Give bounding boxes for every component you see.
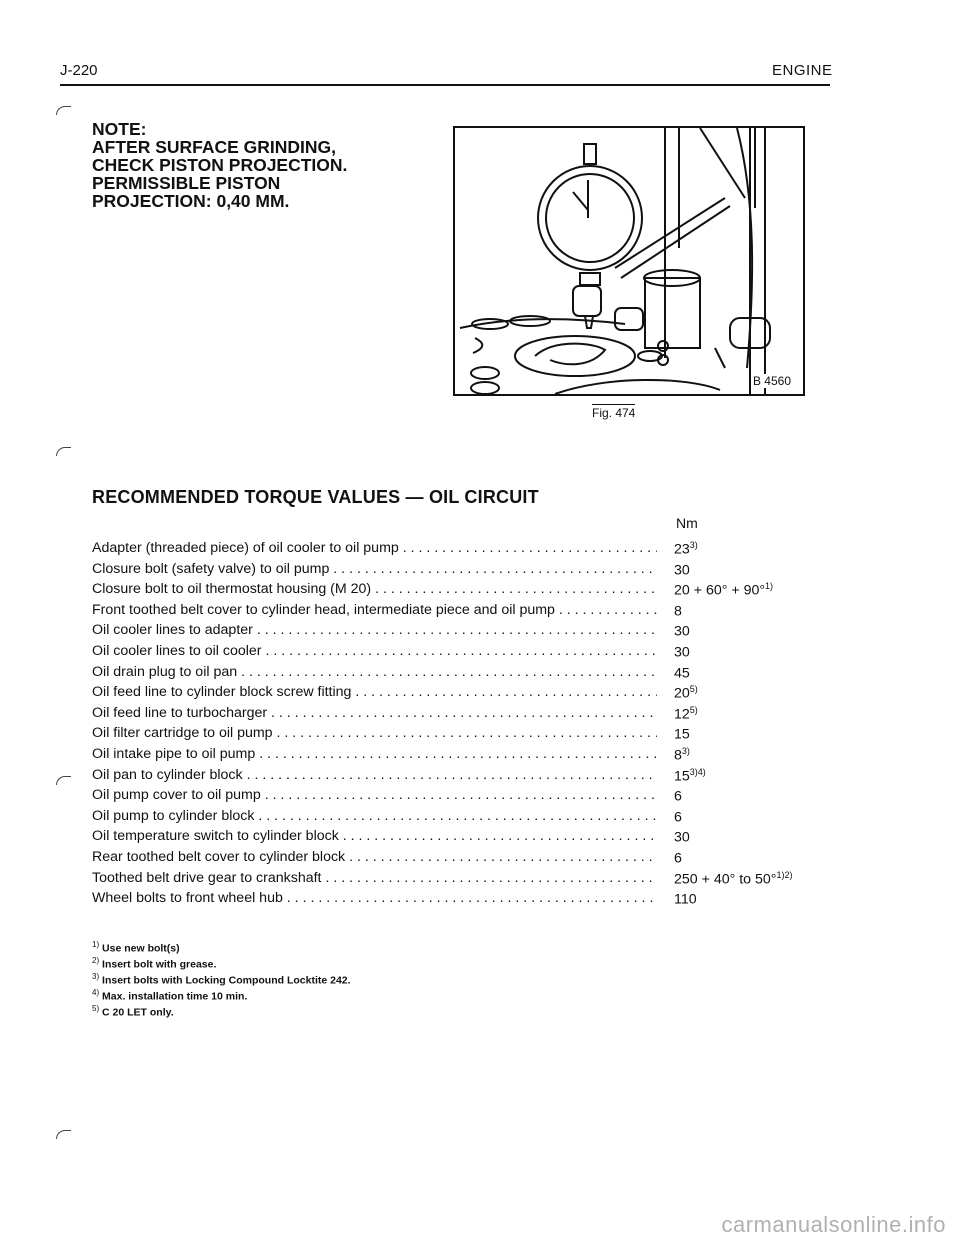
- torque-value: [674, 581, 773, 599]
- torque-label: Oil feed line to turbocharger . . .: [92, 705, 657, 721]
- value-text: 20 + 60° + 90°: [674, 582, 766, 599]
- note-line: CHECK PISTON PROJECTION.: [92, 155, 348, 175]
- footnote-mark: 4): [92, 988, 100, 997]
- torque-value: [674, 602, 682, 620]
- torque-label: Closure bolt (safety valve) to oil pump . . .: [92, 561, 657, 577]
- torque-row: [92, 664, 832, 685]
- torque-label: Oil cooler lines to oil cooler . . .: [92, 643, 657, 659]
- value-text: 6: [674, 788, 682, 805]
- torque-value: [674, 705, 698, 723]
- torque-row: [92, 684, 832, 705]
- footnote: [92, 939, 351, 955]
- footnote-ref: 3)4): [689, 766, 706, 777]
- figure-caption: Fig. 474: [592, 406, 636, 420]
- footnote: [92, 987, 351, 1003]
- value-text: 6: [674, 850, 682, 867]
- note-line: PERMISSIBLE PISTON: [92, 173, 281, 193]
- torque-row: [92, 746, 832, 767]
- header-rule: [60, 84, 830, 86]
- torque-value: [674, 664, 690, 682]
- value-text: 20: [674, 685, 690, 702]
- torque-label: Oil intake pipe to oil pump . . .: [92, 746, 657, 762]
- torque-value: [674, 808, 682, 826]
- footnote-mark: 2): [92, 956, 100, 965]
- section-title: ENGINE: [772, 62, 833, 79]
- footnote: [92, 971, 351, 987]
- footnote-mark: 3): [92, 972, 100, 981]
- note-block: [92, 120, 422, 210]
- torque-row: [92, 602, 832, 623]
- torque-value: [674, 561, 690, 579]
- torque-row: [92, 787, 832, 808]
- footnote-text: Insert bolts with Locking Compound Locktite 242.: [102, 974, 351, 987]
- dial-gauge-figure: [453, 126, 805, 396]
- margin-mark: [56, 1130, 71, 1139]
- value-text: 8: [674, 747, 682, 764]
- margin-mark: [56, 447, 71, 456]
- torque-row: [92, 725, 832, 746]
- torque-table: [92, 540, 832, 911]
- torque-value: [674, 870, 792, 888]
- torque-title: RECOMMENDED TORQUE VALUES — OIL CIRCUIT: [92, 487, 539, 507]
- torque-value: [674, 767, 706, 785]
- torque-label: Oil filter cartridge to oil pump . . .: [92, 725, 657, 741]
- footnote-ref: 5): [689, 704, 698, 715]
- torque-row: [92, 828, 832, 849]
- torque-label: Oil pan to cylinder block . . .: [92, 767, 657, 783]
- footnote-ref: 5): [689, 684, 698, 695]
- torque-value: [674, 890, 697, 908]
- value-text: 8: [674, 603, 682, 620]
- figure-code: B 4560: [752, 374, 791, 388]
- value-text: 250 + 40° to 50°: [674, 871, 777, 888]
- torque-value: [674, 643, 690, 661]
- footnote-ref: 3): [681, 745, 690, 756]
- footnote-mark: 5): [92, 1004, 100, 1013]
- torque-value: [674, 684, 698, 702]
- note-line: PROJECTION: 0,40 MM.: [92, 191, 290, 211]
- torque-value: [674, 540, 698, 558]
- torque-label: Oil pump cover to oil pump . . .: [92, 787, 657, 803]
- value-text: 30: [674, 562, 690, 579]
- torque-label: Oil pump to cylinder block . . .: [92, 808, 657, 824]
- footnote-mark: 1): [92, 940, 100, 949]
- footnote-ref: 3): [689, 540, 698, 550]
- torque-label: Adapter (threaded piece) of oil cooler to oil pump . . .: [92, 540, 657, 556]
- dial-gauge-illustration: [455, 128, 803, 394]
- torque-row: [92, 705, 832, 726]
- torque-value: [674, 849, 682, 867]
- torque-label: Wheel bolts to front wheel hub . . .: [92, 890, 657, 906]
- margin-mark: [56, 776, 71, 785]
- torque-value: [674, 828, 690, 846]
- torque-row: [92, 581, 832, 602]
- torque-row: [92, 622, 832, 643]
- footnote-text: C 20 LET only.: [102, 1006, 174, 1019]
- torque-row: [92, 890, 832, 911]
- value-text: 15: [674, 727, 690, 744]
- value-text: 15: [674, 768, 690, 785]
- footnote: [92, 955, 351, 971]
- torque-label: Front toothed belt cover to cylinder head, intermediate piece and oil pump . . .: [92, 602, 657, 618]
- value-text: 45: [674, 665, 690, 682]
- torque-label: Oil feed line to cylinder block screw fitting . . .: [92, 684, 657, 700]
- torque-row: [92, 849, 832, 870]
- footnote-text: Max. installation time 10 min.: [102, 990, 248, 1003]
- value-text: 6: [674, 809, 682, 826]
- value-text: 30: [674, 644, 690, 661]
- torque-value: [674, 787, 682, 805]
- torque-row: [92, 767, 832, 788]
- value-text: 30: [674, 624, 690, 641]
- torque-value: [674, 725, 690, 743]
- torque-label: Oil drain plug to oil pan . . .: [92, 664, 657, 680]
- footnote-text: Insert bolt with grease.: [102, 958, 217, 971]
- torque-row: [92, 540, 832, 561]
- footnote: [92, 1003, 351, 1019]
- torque-label: Oil cooler lines to adapter . . .: [92, 622, 657, 638]
- footnote-text: Use new bolt(s): [102, 942, 180, 955]
- torque-row: [92, 561, 832, 582]
- torque-value: [674, 622, 690, 640]
- watermark: carmanualsonline.info: [721, 1212, 946, 1237]
- torque-label: Oil temperature switch to cylinder block . . .: [92, 828, 657, 844]
- value-text: 12: [674, 706, 690, 723]
- value-text: 30: [674, 830, 690, 847]
- torque-label: Closure bolt to oil thermostat housing (M 20) . . .: [92, 581, 657, 597]
- torque-row: [92, 643, 832, 664]
- unit-label: Nm: [676, 515, 698, 531]
- torque-label: Toothed belt drive gear to crankshaft . . .: [92, 870, 657, 886]
- footnote-ref: 1): [765, 581, 774, 592]
- footnote-ref: 1)2): [776, 869, 793, 880]
- footnotes: [92, 939, 351, 1019]
- margin-mark: [56, 106, 71, 115]
- note-line: NOTE:: [92, 119, 147, 139]
- torque-value: [674, 746, 690, 764]
- value-text: 110: [674, 891, 697, 908]
- torque-row: [92, 870, 832, 891]
- torque-row: [92, 808, 832, 829]
- torque-label: Rear toothed belt cover to cylinder block . . .: [92, 849, 657, 865]
- page-number: J-220: [60, 62, 98, 79]
- value-text: 23: [674, 541, 690, 558]
- note-line: AFTER SURFACE GRINDING,: [92, 137, 337, 157]
